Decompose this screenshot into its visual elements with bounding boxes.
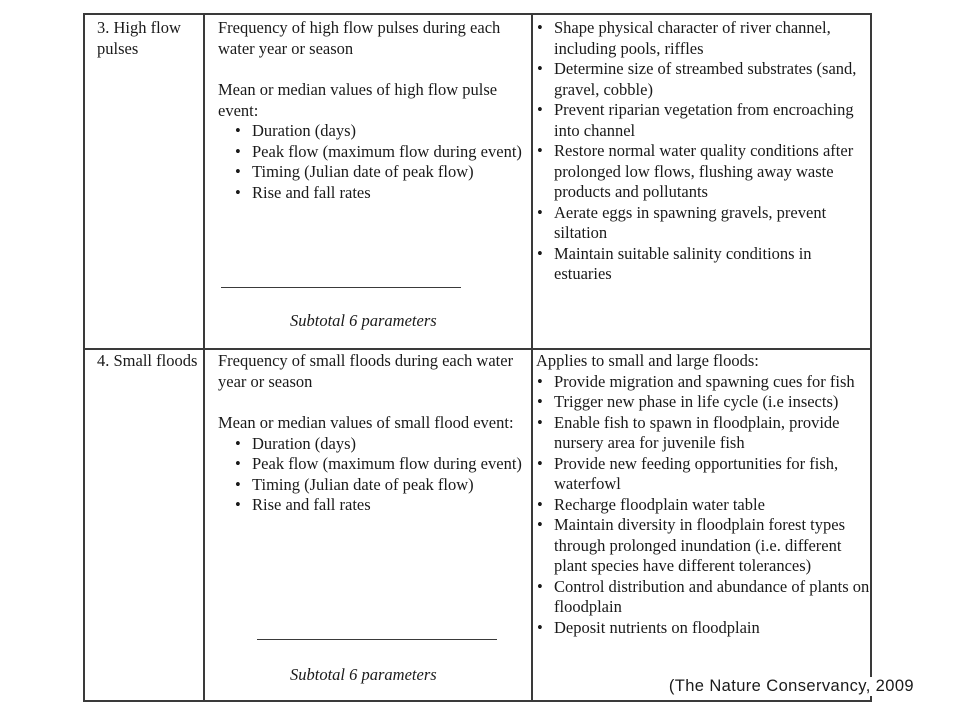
list-item: • Enable fish to spawn in floodplain, provide nursery area for juvenile fish <box>536 413 872 454</box>
list-item: • Recharge floodplain water table <box>536 495 872 516</box>
list-item: • Duration (days) <box>234 121 528 142</box>
row-label-small-floods: 4. Small floods <box>97 351 198 370</box>
list-item: • Timing (Julian date of peak flow) <box>234 162 528 183</box>
list-item: • Rise and fall rates <box>234 183 528 204</box>
high-flow-parameter-list <box>234 121 528 203</box>
small-floods-roles-list <box>536 372 872 639</box>
source-citation: (The Nature Conservancy, 2009 <box>668 677 914 695</box>
small-floods-roles-cell <box>536 351 872 638</box>
list-item: • Provide new feeding opportunities for fish, waterfowl <box>536 454 872 495</box>
high-flow-roles-list <box>536 18 872 285</box>
subtotal-label: Subtotal 6 parameters <box>290 311 437 330</box>
high-flow-frequency-text: Frequency of high flow pulses during each water year or season <box>218 18 501 58</box>
high-flow-mean-text: Mean or median values of high flow pulse event: <box>218 80 498 120</box>
ecological-flow-table <box>83 13 872 702</box>
list-item: • Peak flow (maximum flow during event) <box>234 454 528 475</box>
list-item: • Determine size of streambed substrates (sand, gravel, cobble) <box>536 59 872 100</box>
high-flow-roles-cell <box>536 18 872 285</box>
small-floods-roles-heading: Applies to small and large floods: <box>536 351 759 370</box>
row-divider <box>85 348 870 350</box>
list-item: • Maintain diversity in floodplain forest types through prolonged inundation (i.e. different plant species have different tolerances) <box>536 515 872 577</box>
high-flow-parameters-cell <box>218 18 528 203</box>
small-floods-frequency-text: Frequency of small floods during each water year or season <box>218 351 514 391</box>
list-item: • Aerate eggs in spawning gravels, prevent siltation <box>536 203 872 244</box>
subtotal-rule <box>257 639 497 640</box>
column-divider-1 <box>203 15 205 700</box>
small-floods-parameters-cell <box>218 351 528 516</box>
small-floods-mean-text: Mean or median values of small flood event: <box>218 413 514 432</box>
list-item: • Peak flow (maximum flow during event) <box>234 142 528 163</box>
subtotal-rule <box>221 287 461 288</box>
list-item: • Rise and fall rates <box>234 495 528 516</box>
row-label-high-flow-pulses: 3. High flow pulses <box>97 18 181 58</box>
list-item: • Trigger new phase in life cycle (i.e insects) <box>536 392 872 413</box>
list-item: • Control distribution and abundance of plants on floodplain <box>536 577 872 618</box>
list-item: • Deposit nutrients on floodplain <box>536 618 872 639</box>
small-floods-parameter-list <box>234 434 528 516</box>
list-item: • Maintain suitable salinity conditions in estuaries <box>536 244 872 285</box>
list-item: • Prevent riparian vegetation from encroaching into channel <box>536 100 872 141</box>
list-item: • Restore normal water quality conditions after prolonged low flows, flushing away waste products and pollutants <box>536 141 872 203</box>
list-item: • Timing (Julian date of peak flow) <box>234 475 528 496</box>
list-item: • Duration (days) <box>234 434 528 455</box>
list-item: • Shape physical character of river channel, including pools, riffles <box>536 18 872 59</box>
list-item: • Provide migration and spawning cues for fish <box>536 372 872 393</box>
column-divider-2 <box>531 15 533 700</box>
subtotal-label: Subtotal 6 parameters <box>290 665 437 684</box>
